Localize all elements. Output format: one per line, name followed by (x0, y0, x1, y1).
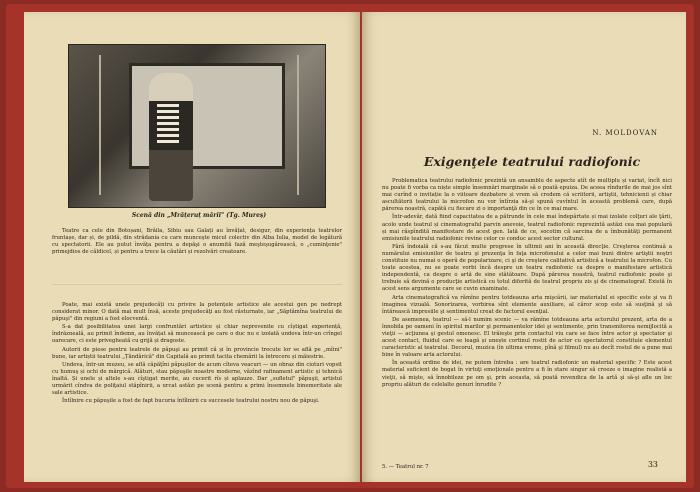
right-page (362, 12, 686, 482)
paragraph: De asemenea, teatrul — să-l numim scenic — va rămîne totdeauna arta actorului prezent, arta de a înnobila pe oameni în spiritul marilor şi permanentelor idei şi sentimente, prin transmiterea nemijlocită a vieţii — acţiunea şi gestul omenesc. El trăieşte prin contactul viu care se face între actor şi spectator şi acest contact, fluidul care se leagă și unește cortinul rostit de actor cu spectatorul constituie elementul caracteristic al teatrului. Decorul, muzica (în ultima vreme, pînă şi filmul) nu au decît rostul de a pune mai bine în valoare arta actorului. (382, 316, 672, 359)
article-author: N. MOLDOVAN (592, 129, 658, 137)
paragraph: S-a dat posibilitatea unei largi confruntări artistice și chiar neprevenite cu cîștigat experiență, îndrăzneală, au primit îndemn, au învățat să muncească pe care o duc nu e izolată undeva într-un crîngel oarecare, ci este privegheată cu grijă și dragoste. (52, 324, 342, 345)
paragraph: Arta cinematografică va rămîne pentru totdeauna arta mişcării, iar materialul ei specific este şi va fi imaginea vizuală. Sonorizarea, vorbirea sînt elemente auxiliare, al căror scop este să susţină şi să întărească impresiile şi sentimentul creat de factorul esenţial. (382, 294, 672, 315)
rope-decoration (99, 55, 101, 195)
striped-shirt (157, 103, 179, 143)
left-text-top (52, 228, 342, 257)
paragraph: Întîlnire cu păpuşile a fost de fapt bucuria întîlnirii cu succesele teatrului nostru nou de păpuşi. (62, 398, 320, 405)
page-footer: 5. — Teatrul nr. 7 (382, 464, 429, 470)
page-number: 33 (647, 460, 658, 469)
paragraph: Undeva, într-un muzeu, se află căpăţîni păpușilor de acum cîteva veacuri — un obraz din cioturi vopsit cu humuş și ochi de mărgică. Alături, stau păpuşile noastre moderne, văzînd rafinament artistic și tehnică înaltă. Și unele și altele s-au cîştigat merite, au cucerit rîs și aplauze. Dar „sufletul" păpuşii, artistul urmărit cîndva de poliţaiul stăpînirii, a urcat astăzi pe scenă pentru a primi însemnele binemeritate ale sale artistice. (52, 361, 342, 397)
rope-decoration (297, 55, 299, 195)
photo-caption: Scenă din „Mrățeruț mării" (Tg. Mureș) (131, 212, 267, 219)
paragraph: Problematica teatrului radiofonic prezintă un ansamblu de aspecte atît de multiplu și variat, încît nici nu poate fi vorba ca niște simple însemnări marginale să o poată epuiza. De aceea rîndurile de mai jos sînt mai curînd o invitație la o viitoare dezbatere și vrem să credem că scriitorii, artiştii, tehnicienii și chiar ascultătorii teatrului la microfon nu vor întîrzia să-şi spună cuvîntul în această problemă care, după părerea noastră, capătă cu fiecare zi o importanţă din ce în ce mai mare. (382, 178, 672, 213)
paragraph: Autorii de piese pentru teatrele de păpuşi au primit că și în provincie trecute lor se află pe „mîini" bune, iar artiștii teatrului „Țăndărică" din Capitală au primit tacita chemării la întrecere și măiestrie. (52, 346, 342, 360)
article-title: Exigenţele teatrului radiofonic (423, 154, 641, 169)
paragraph: Fără îndoială că s-au făcut multe progrese în ultimii ani în această direcţie. Creşterea continuă a numărului emisiunilor de teatru şi prezenţa în faţa microfonului a celor mai buni dintre artiştii noştri constituie nu numai o operă de popularizare, ci şi de creştere calitativă artistică a teatrului la microfon. Cu toate acestea, nu se poate vorbi încă despre un teatru radiofonic ca despre o manifestare artistică independentă, ca despre o artă de sine stătătoare. După părerea noastră, teatrul radiofonic poate şi trebuie să devină o producţie artistică cu totul diferită de teatrul propriu zis şi de cinematograf. Există în acest sens argumente care se cuvin examinate. (382, 243, 672, 293)
scene-photograph (68, 44, 326, 208)
left-text-bottom (52, 302, 342, 406)
paragraph: Într-adevăr, dată fiind capacitatea de a pătrunde în cele mai îndepărtate și mai izolate colţuri ale ţării, acolo unde teatrul și cinematograful parvin anevoie, teatrul radiofonic reprezintă astăzi cea mai populară și mai răspîndită manifestare de acest gen. Iată de ce, socotim că sarcina de a îmbunătăţi permanent emisiunile teatrului radiofonic revine celor ce conduc acest sector cultural. (382, 214, 672, 242)
left-page (24, 12, 360, 482)
paragraph: Teatre ca cele din Botoșani, Brăila, Sibiu sau Galați au învățat, desigur, din experiența teatrelor fruntașe, dar și, de pildă, din strădania cu care munceşte micul colectiv din Alba Iulia, model de legătură cu spectatorii. Ele au putut învăța pentru a depăşi o anumită fază meşteşugărească, o „cuminţenie" primejdios de căldicel, și pentru a trece la căutări și rezolvări creatoare. (52, 228, 342, 256)
book-cover (6, 4, 694, 488)
article-body (382, 178, 672, 390)
section-divider (52, 284, 342, 285)
paragraph: În această ordine de idei, ne putem întreba : are teatrul radiofonic un material specific ? Este acest material suficient de bogat în virtuţi emoţionale pentru a fi în stare singur să creeze o imagine realistă a vieţii, să miște, să înnobileze pe om şi, prin aceasta, să poată revendica de la artă şi să-şi afle un loc propriu alături de celelalte genuri înrudite ? (382, 360, 672, 388)
paragraph: Poate, mai există unele prejudecăți cu privire la potențele artistice ale acestui gen pe nedrept considerat minor. O dată mai mult însă, aceste prejudecăţi au fost răsturnate, iar „Săptămîna teatrului de păpuşi" din regiuni a fost elocventă. (52, 302, 342, 323)
